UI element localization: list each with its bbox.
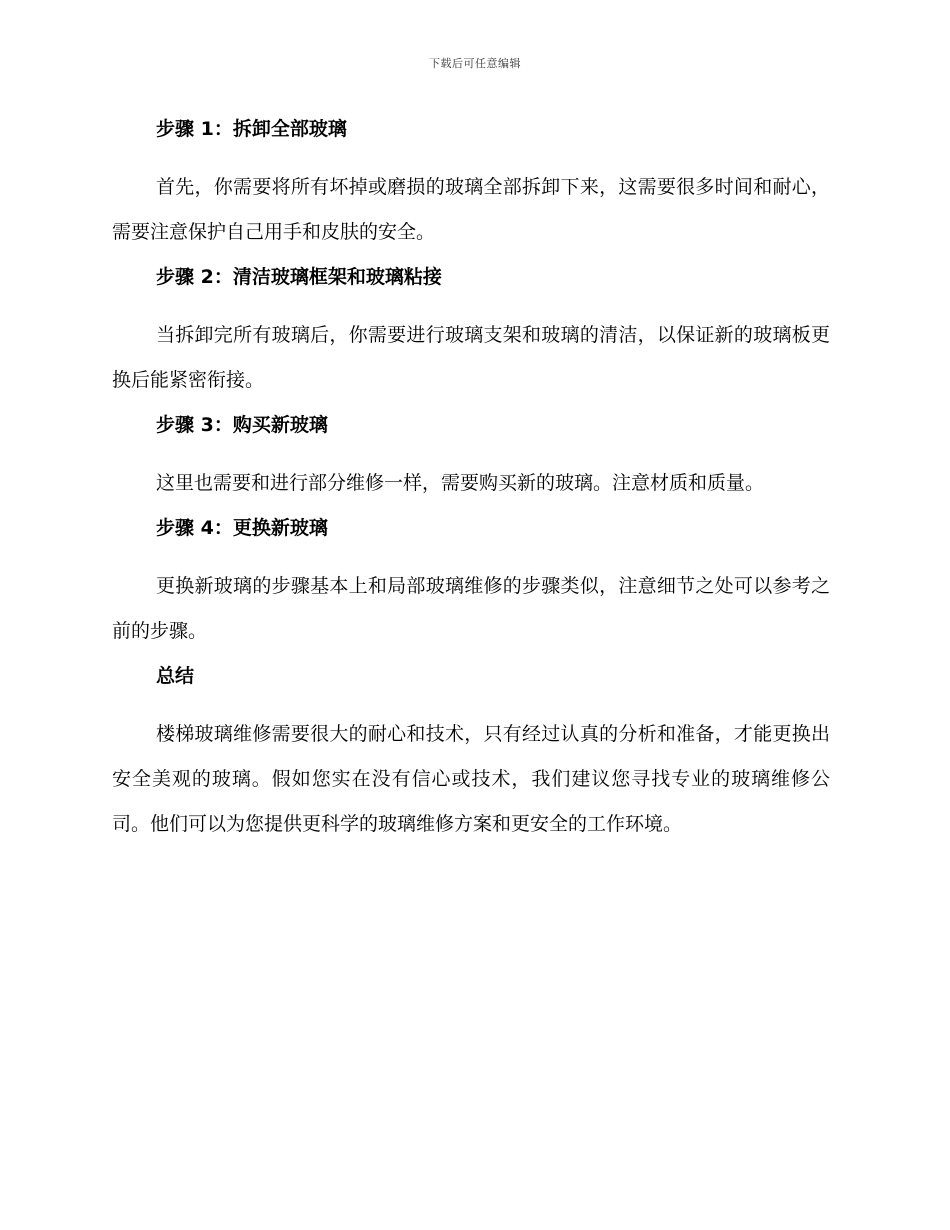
section-paragraph-step-1: 首先，你需要将所有坏掉或磨损的玻璃全部拆卸下来，这需要很多时间和耐心，需要注意保护自己用手和皮肤的安全。 (112, 176, 830, 243)
section-paragraph-step-4: 更换新玻璃的步骤基本上和局部玻璃维修的步骤类似，注意细节之处可以参考之前的步骤。 (112, 575, 830, 642)
section-heading-step-2: 步骤 2：清洁玻璃框架和玻璃粘接 (156, 266, 442, 288)
section-paragraph-summary: 楼梯玻璃维修需要很大的耐心和技术，只有经过认真的分析和准备，才能更换出安全美观的玻璃。假如您实在没有信心或技术，我们建议您寻找专业的玻璃维修公司。他们可以为您提供更科学的玻璃维修方案和更安全的工作环境。 (112, 723, 830, 835)
section-heading-step-1: 步骤 1：拆卸全部玻璃 (156, 118, 347, 140)
section-heading-step-4: 步骤 4：更换新玻璃 (156, 517, 328, 539)
document-body (112, 108, 830, 855)
section-paragraph-step-3: 这里也需要和进行部分维修一样，需要购买新的玻璃。注意材质和质量。 (156, 472, 765, 494)
page-header: 下载后可任意编辑 (429, 57, 521, 70)
section-paragraph-step-2: 当拆卸完所有玻璃后，你需要进行玻璃支架和玻璃的清洁，以保证新的玻璃板更换后能紧密衔接。 (112, 324, 830, 391)
section-heading-step-3: 步骤 3：购买新玻璃 (156, 414, 328, 436)
section-heading-summary: 总结 (156, 665, 195, 687)
